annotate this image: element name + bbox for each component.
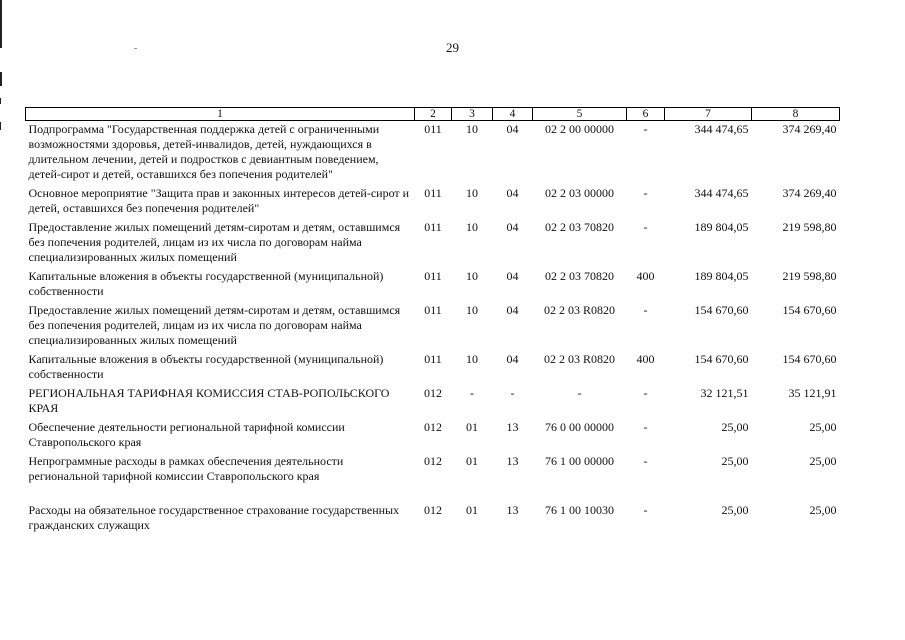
row-subsection: 04	[506, 186, 519, 200]
row-subsection: 04	[506, 352, 519, 366]
row-section: 10	[466, 269, 478, 283]
row-ministry-code: 012	[424, 503, 442, 517]
row-ministry-code: 011	[424, 303, 442, 317]
budget-table	[25, 107, 840, 536]
row-section: 01	[466, 503, 478, 517]
row-expense-type: -	[643, 503, 648, 517]
row-ministry-code: 011	[424, 220, 442, 234]
page-number: 29	[446, 40, 459, 55]
row-name: Основное мероприятие "Защита прав и законных интересов детей-сирот и детей, оставшихся без попечения родителей"	[28, 186, 410, 215]
row-section: 10	[466, 186, 478, 200]
row-expense-type: -	[643, 386, 648, 400]
page-edge-mark	[0, 72, 2, 86]
row-amount-2: 219 598,80	[782, 269, 837, 283]
row-amount-1: 344 474,65	[694, 186, 749, 200]
row-name: Капитальные вложения в объекты государственной (муниципальной) собственности	[28, 352, 384, 381]
row-subsection: 04	[506, 303, 519, 317]
row-amount-1: 154 670,60	[694, 303, 749, 317]
column-header: 7	[665, 108, 752, 121]
row-amount-2: 374 269,40	[782, 186, 837, 200]
row-amount-1: 25,00	[721, 503, 749, 517]
table-row	[26, 419, 840, 453]
row-amount-2: 154 670,60	[782, 352, 837, 366]
row-section: -	[470, 386, 474, 400]
row-name: Подпрограмма "Государственная поддержка детей с ограниченными возможностями здоровья, детей-инвалидов, детей, нуждающихся в длительном лечении, детей и подростков с девиантным поведением, детей-сирот и детей, оставшихся без попечения родителей"	[28, 122, 380, 181]
table-row	[26, 302, 840, 351]
row-ministry-code: 011	[424, 122, 442, 136]
column-header: 5	[533, 108, 627, 121]
row-ministry-code: 011	[424, 352, 442, 366]
table-row	[26, 385, 840, 419]
row-section: 10	[466, 352, 478, 366]
row-section: 01	[466, 454, 478, 468]
row-amount-2: 154 670,60	[782, 303, 837, 317]
row-target-code: 02 2 03 R0820	[543, 303, 615, 317]
column-header: 8	[752, 108, 840, 121]
table-header-row	[26, 108, 840, 121]
row-amount-2: 25,00	[809, 503, 837, 517]
column-header: 3	[452, 108, 493, 121]
row-amount-2: 25,00	[809, 454, 837, 468]
row-section: 01	[466, 420, 478, 434]
row-name: Предоставление жилых помещений детям-сиротам и детям, оставшимся без попечения родителей, лицам из их числа по договорам найма специализированных жилых помещений	[28, 303, 401, 347]
row-name: РЕГИОНАЛЬНАЯ ТАРИФНАЯ КОМИССИЯ СТАВ-РОПОЛЬСКОГО КРАЯ	[28, 386, 390, 415]
row-section: 10	[466, 303, 478, 317]
row-ministry-code: 012	[424, 454, 442, 468]
row-amount-1: 32 121,51	[700, 386, 749, 400]
row-name: Обеспечение деятельности региональной тарифной комиссии Ставропольского края	[28, 420, 345, 449]
row-expense-type: -	[643, 420, 648, 434]
table-row	[26, 453, 840, 487]
row-name: Предоставление жилых помещений детям-сиротам и детям, оставшимся без попечения родителей, лицам из их числа по договорам найма специализированных жилых помещений	[28, 220, 401, 264]
row-subsection: 04	[506, 220, 519, 234]
table-row	[26, 351, 840, 385]
column-header: 2	[415, 108, 452, 121]
row-amount-1: 25,00	[721, 420, 749, 434]
row-name: Капитальные вложения в объекты государственной (муниципальной) собственности	[28, 269, 384, 298]
row-subsection: 13	[506, 503, 519, 517]
row-amount-2: 35 121,91	[788, 386, 837, 400]
column-header: 6	[627, 108, 665, 121]
row-expense-type: -	[643, 220, 648, 234]
row-expense-type: -	[643, 303, 648, 317]
row-subsection: -	[510, 386, 515, 400]
row-amount-2: 25,00	[809, 420, 837, 434]
row-target-code: 02 2 00 00000	[545, 122, 614, 136]
table-row	[26, 185, 840, 219]
row-expense-type: -	[643, 454, 648, 468]
row-amount-1: 189 804,05	[694, 220, 749, 234]
row-amount-1: 344 474,65	[694, 122, 749, 136]
column-header: 4	[493, 108, 533, 121]
row-target-code: 02 2 03 00000	[545, 186, 614, 200]
row-target-code: 76 1 00 00000	[545, 454, 614, 468]
row-ministry-code: 011	[424, 186, 442, 200]
row-expense-type: 400	[636, 352, 655, 366]
row-amount-1: 25,00	[721, 454, 749, 468]
row-expense-type: -	[643, 186, 648, 200]
row-amount-1: 189 804,05	[694, 269, 749, 283]
row-section: 10	[466, 220, 478, 234]
row-ministry-code: 012	[424, 386, 442, 400]
row-target-code: 02 2 03 70820	[545, 269, 614, 283]
row-ministry-code: 012	[424, 420, 442, 434]
row-expense-type: -	[643, 122, 648, 136]
row-target-code: 76 0 00 00000	[545, 420, 614, 434]
row-expense-type: 400	[636, 269, 655, 283]
row-section: 10	[466, 122, 478, 136]
table-row	[26, 487, 840, 536]
row-amount-2: 374 269,40	[782, 122, 837, 136]
row-subsection: 04	[506, 269, 519, 283]
row-name: Непрограммные расходы в рамках обеспечения деятельности региональной тарифной комиссии Ставропольского края	[28, 454, 344, 483]
table-row	[26, 268, 840, 302]
page-edge-mark	[0, 122, 1, 130]
column-header: 1	[26, 108, 415, 121]
row-subsection: 13	[506, 454, 519, 468]
row-amount-1: 154 670,60	[694, 352, 749, 366]
row-target-code: 76 1 00 10030	[545, 503, 614, 517]
row-subsection: 13	[506, 420, 519, 434]
row-name: Расходы на обязательное государственное страхование государственных гражданских служащих	[28, 503, 400, 532]
table-row	[26, 121, 840, 186]
table-row	[26, 219, 840, 268]
row-subsection: 04	[506, 122, 519, 136]
row-ministry-code: 011	[424, 269, 442, 283]
row-target-code: 02 2 03 R0820	[543, 352, 615, 366]
page-edge-mark	[0, 98, 1, 104]
row-target-code: -	[577, 386, 582, 400]
row-amount-2: 219 598,80	[782, 220, 837, 234]
row-target-code: 02 2 03 70820	[545, 220, 614, 234]
